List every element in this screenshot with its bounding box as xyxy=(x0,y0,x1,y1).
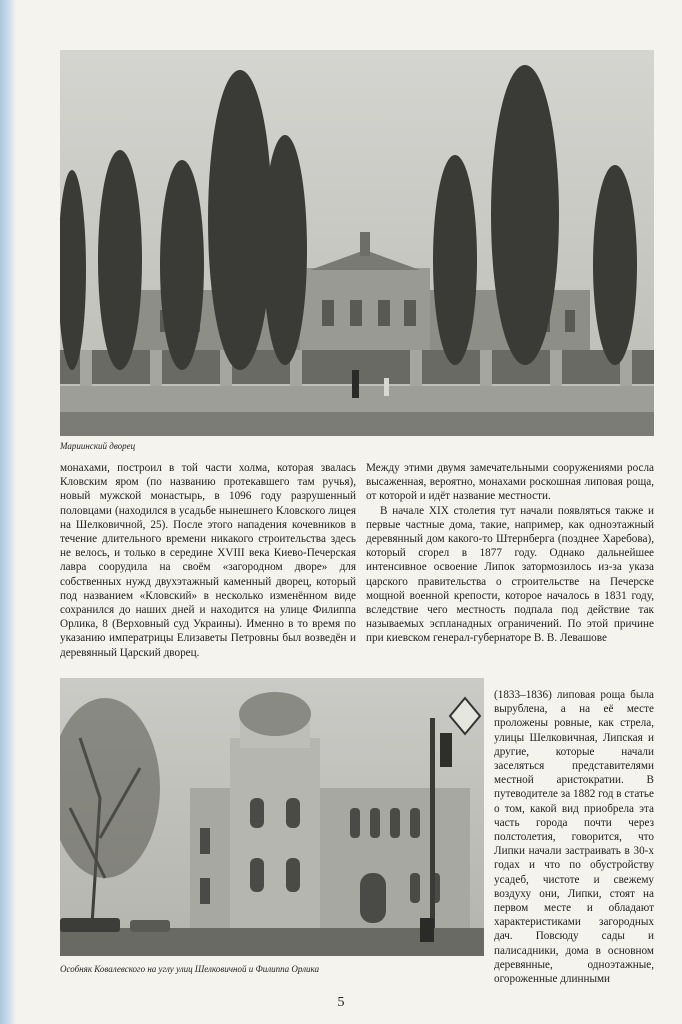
paragraph-right-2: В начале XIX столетия тут начали появляться также и первые частные дома, такие, например, как одноэтажный деревянный дом какого-то Штернберга (позднее Харебова), который сгорел в 1877 году. Однако дальнейшее интенсивное освоение Липок затормозилось из-за указа царского правительства о строительстве на Печерске мощной военной крепости, которое началось в 1831 году, вследствие чего местность подпала под действие так называемых эспланадных ограничений. По этой причине при киевском генерал-губернаторе В. В. Левашове xyxy=(366,504,654,645)
page-number: 5 xyxy=(337,995,345,1010)
text-column-right xyxy=(366,461,654,646)
caption-kovalevsky-mansion: Особняк Ковалевского на углу улиц Шелковичной и Филиппа Орлика xyxy=(60,964,319,974)
paragraph-left: монахами, построил в той части холма, которая звалась Кловским яром (по названию протекавшего там ручья), новый мужской монастырь, в 1096 году разрушенный половцами (находился в усадьбе нынешнего Кловского лицея на Шелковичной, 25). После этого нападения кочевников в течение длительного времени никакого строительства здесь не велось, и только в середине XVIII века Киево-Печерская лавра соорудила на своём «загородном дворе» для собственных нужд двухэтажный каменный дворец, который под названием «Кловский» в несколько изменённом виде сохранился до наших дней и находится на улице Филиппа Орлика, 8 (Верховный суд Украины). Именно в то время по указанию императрицы Елизаветы Петровны был возведён и деревянный Царский дворец. xyxy=(60,462,356,659)
caption-mariinsky-palace: Мариинский дворец xyxy=(60,441,136,451)
text-column-narrow xyxy=(494,688,654,986)
paragraph-right-1: Между этими двумя замечательными сооружениями росла высаженная, вероятно, монахами роскошная липовая роща, от которой и идёт название местности. xyxy=(366,462,654,503)
paragraph-narrow: (1833–1836) липовая роща была вырублена, а на её месте проложены ровные, как стрела, улицы Шелковичная, Липская и другие, которые начали заселяться представителями местной аристократии. В путеводителе за 1882 год в статье о том, какой вид приобрела эта часть города почти через полстолетия, говорится, что Липки начали застраивать в 30-х годах и что по обустройству усадеб, чистоте и свежему воздуху они, Липки, стоят на первом месте и обладают характеристиками загородных дач. Повсюду сады и палисадники, дома в основном деревянные, одноэтажные, огороженные длинными xyxy=(494,689,654,986)
page-spine-edge xyxy=(0,0,16,1024)
text-column-left xyxy=(60,461,356,660)
photo-mariinsky-palace xyxy=(60,50,654,436)
photo-kovalevsky-mansion xyxy=(60,678,484,956)
